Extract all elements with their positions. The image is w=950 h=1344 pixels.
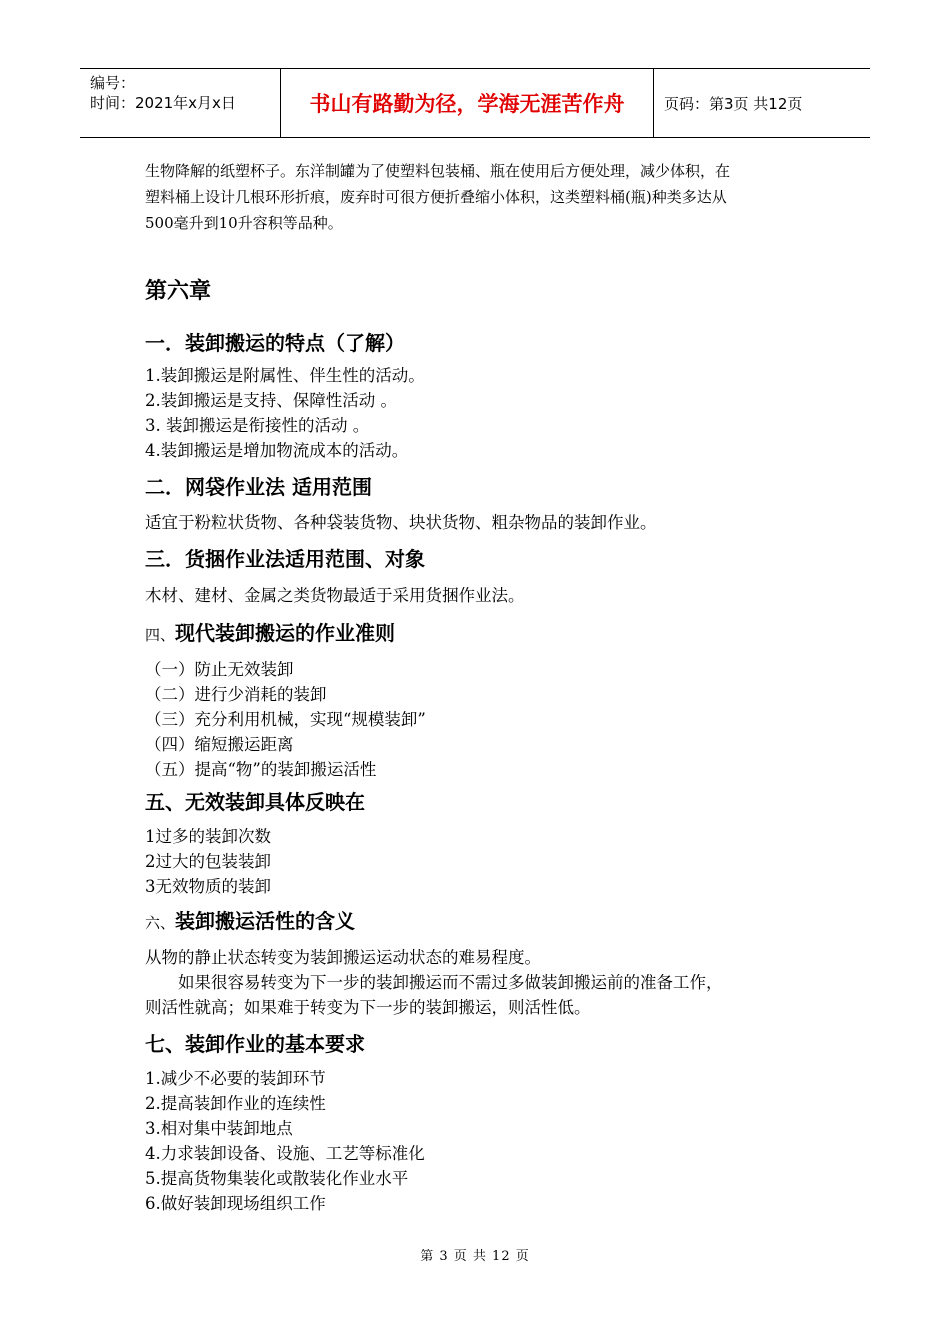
section-line: 2.装卸搬运是支持、保障性活动 。 [145,391,397,410]
section-line: 适宜于粉粒状货物、各种袋装货物、块状货物、粗杂物品的装卸作业。 [145,513,657,532]
section-line: 则活性就高；如果难于转变为下一步的装卸搬运，则活性低。 [145,998,591,1017]
section-line: 2过大的包装装卸 [145,852,271,871]
intro-line: 生物降解的纸塑杯子。东洋制罐为了使塑料包装桶、瓶在使用后方便处理，减少体积，在 [145,162,731,180]
document-date-label: 时间：2021年x月x日 [90,94,236,112]
intro-paragraph [145,158,815,236]
document-body [145,158,815,1216]
section-heading: 二．网袋作业法 适用范围 [145,475,372,499]
section-line: （一）防止无效装卸 [145,660,294,679]
section-line: 5.提高货物集装化或散装化作业水平 [145,1169,409,1188]
page-footer: 第 3 页 共 12 页 [420,1249,530,1264]
header-page-number: 页码：第3页 共12页 [664,94,803,113]
section-line: 如果很容易转变为下一步的装卸搬运而不需过多做装卸搬运前的准备工作， [178,973,723,992]
section-line: 3无效物质的装卸 [145,877,271,896]
section-line: 从物的静止状态转变为装卸搬运运动状态的难易程度。 [145,948,541,967]
section-heading: 三．货捆作业法适用范围、对象 [145,547,425,571]
document-number-label: 编号： [90,74,136,92]
header-motto: 书山有路勤为径，学海无涯苦作舟 [280,69,654,137]
section-heading: 七、装卸作业的基本要求 [145,1032,365,1056]
section-line: 4.力求装卸设备、设施、工艺等标准化 [145,1144,425,1163]
section-prefix: 四、 [145,626,176,644]
section-7 [145,1030,815,1216]
section-heading-text: 现代装卸搬运的作业准则 [175,621,396,645]
section-line: （四）缩短搬运距离 [145,735,294,754]
section-3 [145,545,815,608]
section-heading: 一．装卸搬运的特点（了解） [145,331,405,355]
section-line: 2.提高装卸作业的连续性 [145,1094,326,1113]
section-line: （五）提高“物”的装卸搬运活性 [145,760,377,779]
section-line: 1过多的装卸次数 [145,827,271,846]
section-heading-text: 装卸搬运活性的含义 [175,909,356,933]
section-line: 4.装卸搬运是增加物流成本的活动。 [145,441,409,460]
section-heading [145,907,815,937]
section-2 [145,473,815,535]
section-heading [145,619,815,649]
section-heading: 五、无效装卸具体反映在 [145,790,365,814]
section-line: 1.装卸搬运是附属性、伴生性的活动。 [145,366,425,385]
chapter-title: 第六章 [145,279,212,304]
page-header [80,68,870,138]
section-line: 1.减少不必要的装卸环节 [145,1069,326,1088]
section-5 [145,788,815,899]
section-6 [145,907,815,1020]
section-line: （三）充分利用机械，实现“规模装卸” [145,710,426,729]
header-meta [80,69,280,137]
section-4 [145,619,815,782]
section-line: 3. 装卸搬运是衔接性的活动 。 [145,416,370,435]
section-line: 3.相对集中装卸地点 [145,1119,293,1138]
section-line: 6.做好装卸现场组织工作 [145,1194,326,1213]
intro-line: 塑料桶上设计几根环形折痕，废弃时可很方便折叠缩小体积，这类塑料桶(瓶)种类多达从 [145,188,727,206]
section-prefix: 六、 [145,914,176,932]
section-1 [145,329,815,463]
section-line: 木材、建材、金属之类货物最适于采用货捆作业法。 [145,586,525,605]
section-line: （二）进行少消耗的装卸 [145,685,327,704]
intro-line: 500毫升到10升容积等品种。 [145,214,343,232]
